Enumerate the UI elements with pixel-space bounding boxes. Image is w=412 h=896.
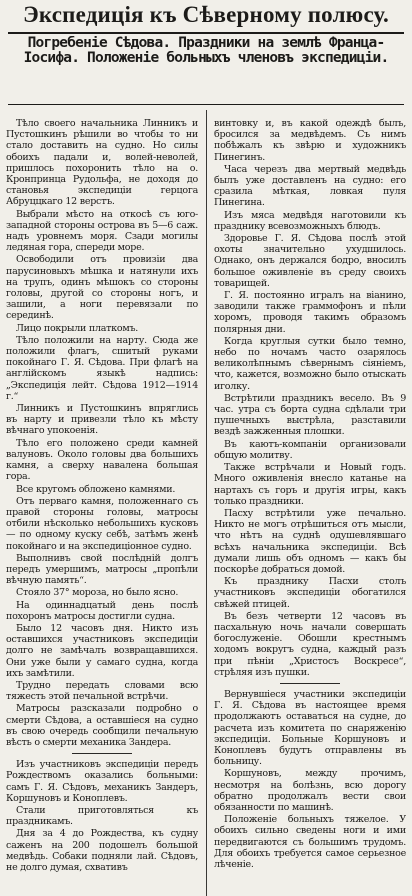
paragraph: Трудно передать словами всю тяжесть этой печальной встрѣчи. [6, 679, 198, 703]
section-separator [280, 683, 340, 684]
paragraph: Г. Я. постоянно игралъ на віанино, заводили также граммофонъ и пѣли хоромъ, проводя такимъ образомъ полярныя дни. [214, 290, 406, 335]
paragraph: Стояло 37° мороза, но было ясно. [16, 587, 179, 599]
paragraph: Тѣло его положено среди камней валуновъ. Около головы два большихъ камня, а сверху навалена большая гора. [6, 437, 198, 483]
paragraph: Тѣло своего начальника Линникъ и Пустошкинъ рѣшили во чтобы то ни стало доставить на судно. Но силы обоихъ падали и, волей-неволей, пришлось похоронить тѣло на о. Кронпринца Рудольфа, не доходя до становья экспедиціи герцога Абруццкаго 12 верстъ. [6, 118, 198, 208]
title-rule [8, 32, 404, 34]
paragraph: Было 12 часовъ дня. Никто изъ оставшихся участниковъ экспедиціи долго не замѣчалъ возвращавшихся. Они уже были у самаго судна, когда ихъ замѣтили. [6, 622, 198, 679]
paragraph: Коршуновъ, между прочимъ, несмотря на болѣзнь, всю дорогу обратно продолжалъ вести свои обязанности по машинѣ. [214, 768, 406, 813]
subtitle-line: Іосифа. Положеніе больныхъ членовъ экспедиціи. [23, 51, 389, 66]
subtitle-line: Погребеніе Сѣдова. Праздники на землѣ Франца- [27, 36, 385, 51]
paragraph: Когда круглыя сутки было темно, небо по ночамъ часто озарялось великолѣпнымъ сѣвернымъ сіяніемъ, что, кажется, возможно было отыскать иголку. [214, 335, 406, 392]
paragraph: Дня за 4 до Рождества, къ судну саженъ на 200 подошелъ большой медвѣдь. Собаки подняли лай. Сѣдовъ, не долго думая, схвативъ [6, 828, 198, 873]
subtitle-rule [8, 104, 404, 105]
paragraph: Линникъ и Пустошкинъ впряглись въ нарту и привезли тѣло къ мѣсту вѣчнаго упокоенія. [6, 403, 198, 437]
paragraph: Отъ перваго камня, положеннаго съ правой стороны головы, матросы отбили нѣсколько небольшихъ кусковъ — по одному куску себѣ, затѣмъ женѣ покойнаго и на экспедиціонное судно. [6, 495, 198, 552]
paragraph: На одиннадцатый день послѣ похоронъ матросы достигли судна. [6, 599, 198, 622]
left-column [6, 118, 198, 896]
paragraph: Вернувшіеся участники экспедиціи Г. Я. Сѣдова въ настоящее время продолжаютъ оставаться на судне, до расчета изъ комитета по снаряженію экспедиціи. Больные Коршуновъ и Коноплевъ будутъ отправлены въ больницу. [214, 688, 406, 768]
paragraph: Пасху встрѣтили уже печально. Никто не могъ отрѣшиться отъ мысли, что нѣтъ на суднѣ одушевлявшаго всѣхъ начальника экспедиціи. Всѣ думали лишь объ одномъ — какъ бы поскорѣе добраться домой. [214, 507, 406, 575]
right-column [214, 118, 406, 896]
paragraph: Лицо покрыли платкомъ. [16, 322, 139, 334]
paragraph: винтовку и, въ какой одеждѣ былъ, бросился за медвѣдемъ. Съ нимъ побѣжалъ къ звѣрю и художникъ Пинегинъ. [214, 118, 406, 163]
paragraph: Положеніе больныхъ тяжелое. У обоихъ сильно сведены ноги и ими передвигаются съ большимъ трудомъ. Для обоихъ требуется самое серьезное лѣченіе. [214, 814, 406, 870]
paragraph: Здоровье Г. Я. Сѣдова послѣ этой охоты значительно ухудшилось. Однако, онъ держался бодро, вносилъ большое оживленіе въ среду своихъ товарищей. [214, 233, 406, 289]
paragraph: Выполнивъ свой послѣдній долгъ передъ умершимъ, матросы „пропѣли вѣчную память“. [6, 552, 198, 587]
paragraph: Освободили отъ провизіи два парусиновыхъ мѣшка и натянули ихъ на трупъ, одинъ мѣшокъ со стороны головы, другой со стороны ногъ, и зашили, а ноги перевязали по серединѣ. [6, 254, 198, 322]
paragraph: Часа черезъ два мертвый медвѣдь былъ уже доставленъ на судно: его сразила мѣткая, ловкая пуля Пинегина. [214, 163, 406, 209]
paragraph: Все кругомъ обложено камнями. [16, 483, 176, 495]
column-divider [206, 110, 207, 896]
paragraph: Матросы разсказали подробно о смерти Сѣдова, а оставшіеся на судно въ свою очередь сообщили печальную вѣсть о смерти механика Зандера. [6, 703, 198, 748]
article-title: Экспедиція къ Сѣверному полюсу. [23, 2, 389, 27]
paragraph: Также встрѣчали и Новый годъ. Много оживленія внесло катанье на нартахъ съ горъ и другія игры, какъ только праздники. [214, 462, 406, 507]
paragraph: Изъ участниковъ экспедиціи передъ Рождествомъ оказались больными: самъ Г. Я. Сѣдовъ, механикъ Зандеръ, Коршуновъ и Коноплевъ. [6, 759, 198, 804]
article-subtitle [14, 36, 398, 80]
paragraph: Изъ мяса медвѣдя наготовили къ празднику всевозможныхъ блюдъ. [214, 209, 406, 232]
paragraph: Въ каютъ-компаніи организовали общую молитву. [214, 438, 406, 461]
paragraph: Стали приготовляться къ праздникамъ. [6, 804, 198, 828]
paragraph: Къ празднику Пасхи столъ участниковъ экспедиціи обогатился свѣжей птицей. [214, 576, 406, 610]
paragraph: Въ безъ четверти 12 часовъ въ пасхальную ночь начали совершать богослуженіе. Обошли крестнымъ ходомъ вокругъ судна, каждый разъ при пѣніи „Христосъ Воскресе“, стрѣляя изъ пушки. [214, 610, 406, 678]
paragraph: Выбрали мѣсто на откосѣ съ юго-западной стороны острова въ 5—6 саж. надъ уровнемъ моря. Сзади могилы ледяная гора, спереди море. [6, 208, 198, 254]
paragraph: Встрѣтили праздникъ весело. Въ 9 час. утра съ борта судна сдѣлали три пушечныхъ выстрѣла, разставили вездѣ зажженныя плошки. [214, 392, 406, 438]
section-separator [72, 753, 132, 754]
paragraph: Тѣло положили на нарту. Сюда же положили флагъ, сшитый руками покойнаго Г. Я. Сѣдова. При флагѣ на англійскомъ языкѣ надпись: „Экспедиція лейт. Сѣдова 1912—1914 г.“ [6, 334, 198, 402]
